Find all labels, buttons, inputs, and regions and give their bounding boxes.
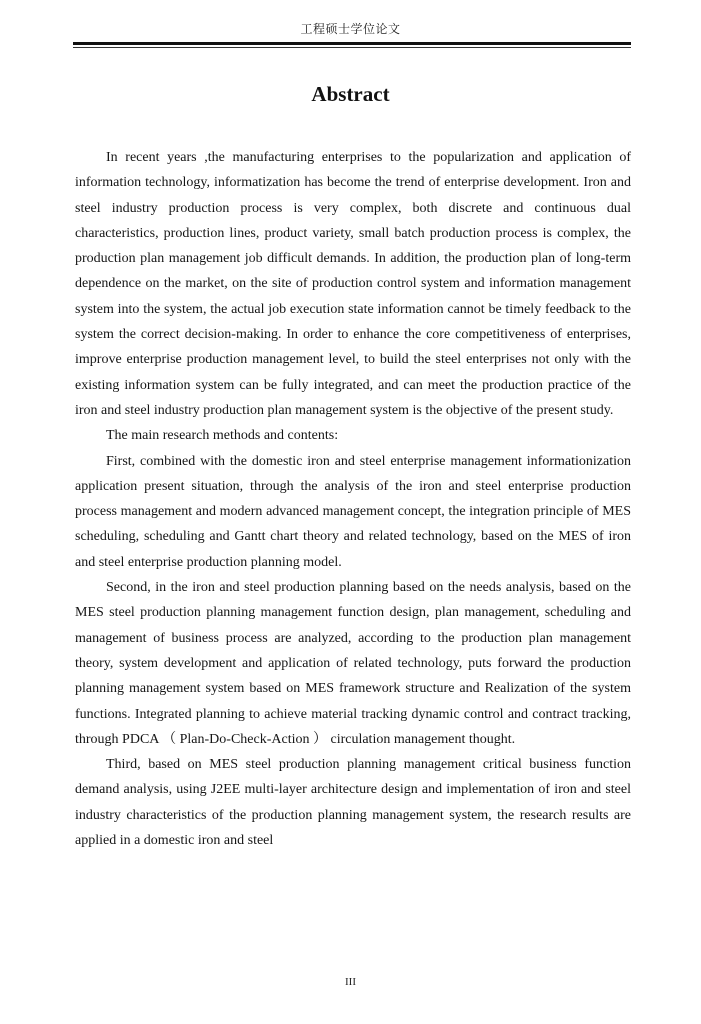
abstract-paragraph-1: In recent years ,the manufacturing enterprises to the popularization and application of information technology, informatization has become the trend of enterprise development. Iron and steel industry production process is very complex, both discrete and continuous dual characteristics, production lines, product variety, small batch production process is complex, the production plan management job difficult demands. In addition, the production plan of long-term dependence on the market, on the site of production control system and information management system into the system, the actual job execution state information cannot be timely feedback to the system the correct decision-making. In order to enhance the core competitiveness of enterprises, improve enterprise production management level, to build the steel enterprises not only with the existing information system can be fully integrated, and can meet the production practice of the iron and steel industry production plan management system is the objective of the present study. <box>75 150 631 418</box>
page-number: III <box>345 976 356 988</box>
running-header-title: 工程硕士学位论文 <box>300 22 401 36</box>
header-rule-thick <box>73 42 631 45</box>
abstract-paragraph-4: Second, in the iron and steel production planning based on the needs analysis, based on the MES steel production planning management function design, plan management, scheduling and management of business process are analyzed, according to the production plan management theory, system development and application of related technology, puts forward the production planning management system based on MES framework structure and Realization of the system functions. Integrated planning to achieve material tracking dynamic control and contract tracking, through PDCA （ Plan-Do-Check-Action ） circulation management thought. <box>75 580 631 747</box>
abstract-paragraph-5: Third, based on MES steel production planning management critical business function demand analysis, using J2EE multi-layer architecture design and implementation of iron and steel industry characteristics of the production planning management system, the research results are applied in a domestic iron and steel <box>75 757 631 849</box>
abstract-body <box>75 145 631 853</box>
abstract-heading: Abstract <box>311 82 390 106</box>
abstract-paragraph-3: First, combined with the domestic iron and steel enterprise management informationization application present situation, through the analysis of the iron and steel enterprise production process management and modern advanced management concept, the integration principle of MES scheduling, scheduling and Gantt chart theory and related technology, based on the MES of iron and steel enterprise production planning model. <box>75 453 631 570</box>
abstract-paragraph-2: The main research methods and contents: <box>106 428 339 444</box>
header-rule-thin <box>73 47 631 48</box>
